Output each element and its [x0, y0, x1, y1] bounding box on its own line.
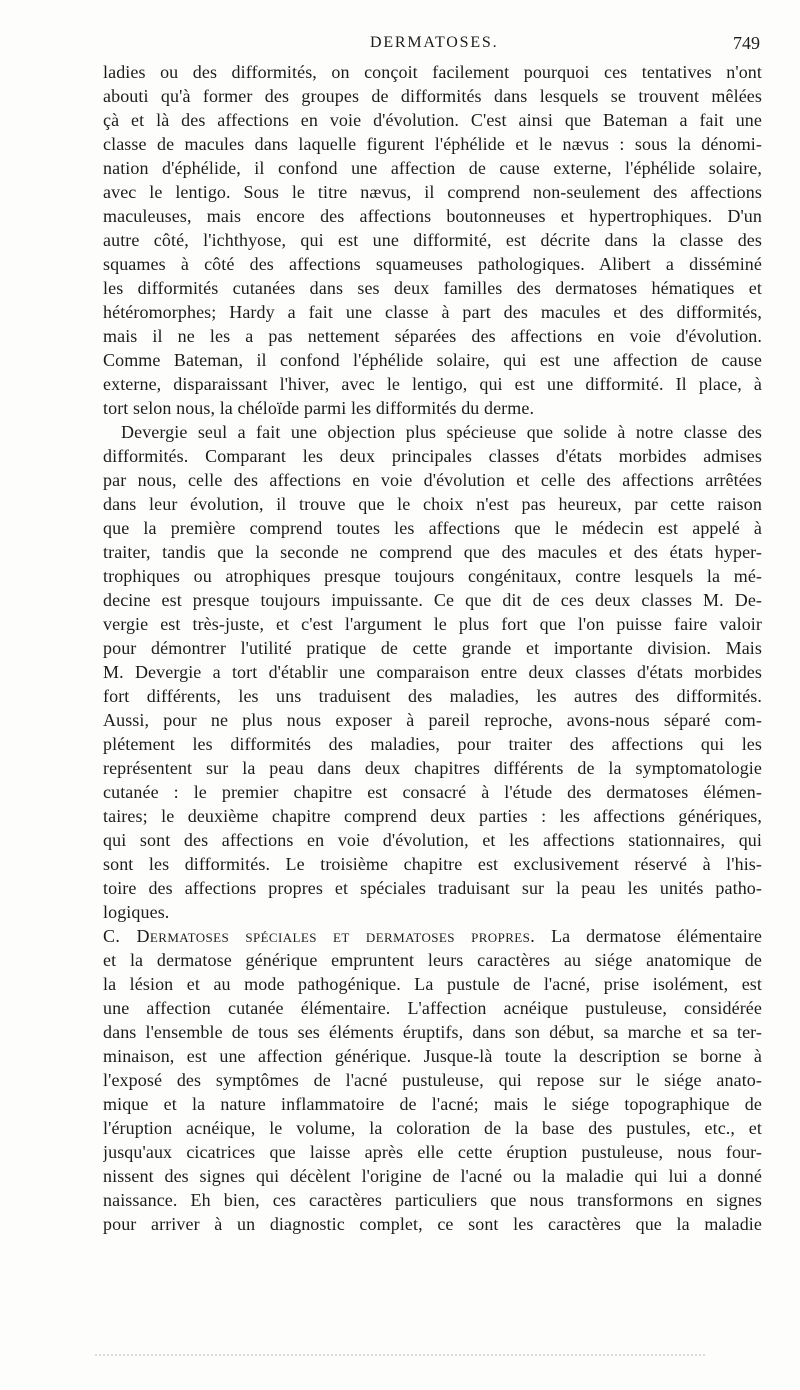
text-line: nation d'éphélide, il confond une affection de cause externe, l'éphélide solaire, [103, 158, 762, 178]
text-line: dans l'ensemble de tous ses éléments éruptifs, dans son début, sa marche et sa ter- [103, 1022, 762, 1042]
text-line: tort selon nous, la chéloïde parmi les difformités du derme. [103, 398, 535, 418]
text-line: decine est presque toujours impuissante. Ce que dit de ces deux classes M. De- [103, 590, 762, 610]
text-line: toire des affections propres et spéciales traduisant sur la peau les unités patho- [103, 878, 762, 898]
text-line: jusqu'aux cicatrices que laisse après elle cette éruption pustuleuse, nous four- [103, 1142, 762, 1162]
text-line: Aussi, pour ne plus nous exposer à pareil reproche, avons-nous séparé com- [103, 710, 762, 730]
text-line: avec le lentigo. Sous le titre nævus, il comprend non-seulement des affections [103, 182, 762, 202]
text-line: logiques. [103, 902, 170, 922]
text-line: fort différents, les uns traduisent des maladies, les autres des difformités. [103, 686, 762, 706]
text-line: par nous, celle des affections en voie d'évolution et celle des affections arrêtées [103, 470, 762, 490]
text-line: l'éruption acnéique, le volume, la coloration de la base des pustules, etc., et [103, 1118, 762, 1138]
paragraph [103, 420, 762, 924]
text-line: les difformités cutanées dans ses deux familles des dermatoses hématiques et [103, 278, 762, 298]
text-line: taires; le deuxième chapitre comprend deux parties : les affections génériques, [103, 806, 762, 826]
text-line: externe, disparaissant l'hiver, avec le lentigo, qui est une difformité. Il place, à [103, 374, 762, 394]
text-line: maculeuses, mais encore des affections boutonneuses et hypertrophiques. D'un [103, 206, 762, 226]
text-line: ladies ou des difformités, on conçoit facilement pourquoi ces tentatives n'ont [103, 62, 762, 82]
text-body [103, 60, 762, 1236]
bleed-through-marks [95, 1354, 705, 1356]
section-heading-continuation: La dermatose élémentaire [551, 926, 762, 946]
text-line: l'exposé des symptômes de l'acné pustuleuse, qui repose sur le siége anato- [103, 1070, 762, 1090]
text-line: Comme Bateman, il confond l'éphélide solaire, qui est une affection de cause [103, 350, 762, 370]
text-line: squames à côté des affections squameuses pathologiques. Alibert a disséminé [103, 254, 762, 274]
text-line: trophiques ou atrophiques presque toujours congénitaux, contre lesquels la mé- [103, 566, 762, 586]
text-line: autre côté, l'ichthyose, qui est une difformité, est décrite dans la classe des [103, 230, 762, 250]
text-line: pour arriver à un diagnostic complet, ce sont les caractères que la maladie [103, 1214, 762, 1234]
text-line: qui sont des affections en voie d'évolution, et les affections stationnaires, qui [103, 830, 762, 850]
text-line: Devergie seul a fait une objection plus spécieuse que solide à notre classe des [121, 422, 762, 442]
text-line [103, 924, 762, 948]
paragraph [103, 60, 762, 420]
text-line: et la dermatose générique empruntent leurs caractères au siége anatomique de [103, 950, 762, 970]
text-line: cutanée : le premier chapitre est consacré à l'étude des dermatoses élémen- [103, 782, 762, 802]
text-line: vergie est très-juste, et c'est l'argument le plus fort que l'on puisse faire valoir [103, 614, 762, 634]
text-line: M. Devergie a tort d'établir une comparaison entre deux classes d'états morbides [103, 662, 762, 682]
text-line: minaison, est une affection générique. Jusque-là toute la description se borne à [103, 1046, 762, 1066]
text-line: plétement les difformités des maladies, pour traiter des affections qui les [103, 734, 762, 754]
text-line: pour démontrer l'utilité pratique de cette grande et importante division. Mais [103, 638, 762, 658]
text-line: mais il ne les a pas nettement séparées des affections en voie d'évolution. [103, 326, 762, 346]
text-line: que la première comprend toutes les affections que le médecin est appelé à [103, 518, 762, 538]
text-line: une affection cutanée élémentaire. L'affection acnéique pustuleuse, considérée [103, 998, 762, 1018]
page-number: 749 [733, 33, 760, 53]
text-line: mique et la nature inflammatoire de l'acné; mais le siége topographique de [103, 1094, 762, 1114]
text-line: classe de macules dans laquelle figurent l'éphélide et le nævus : sous la dénomi- [103, 134, 762, 154]
text-line: nissent des signes qui décèlent l'origine de l'acné ou la maladie qui lui a donné [103, 1166, 762, 1186]
running-title: DERMATOSES. [370, 34, 499, 51]
text-line: représentent sur la peau dans deux chapitres différents de la symptomatologie [103, 758, 762, 778]
text-line: hétéromorphes; Hardy a fait une classe à part des macules et des difformités, [103, 302, 762, 322]
text-line: abouti qu'à former des groupes de difformités dans lesquels se trouvent mêlées [103, 86, 762, 106]
paragraph [103, 924, 762, 1236]
text-line: difformités. Comparant les deux principales classes d'états morbides admises [103, 446, 762, 466]
text-line: la lésion et au mode pathogénique. La pustule de l'acné, prise isolément, est [103, 974, 762, 994]
text-line: çà et là des affections en voie d'évolution. C'est ainsi que Bateman a fait une [103, 110, 762, 130]
text-line: naissance. Eh bien, ces caractères particuliers que nous transformons en signes [103, 1190, 762, 1210]
text-line: dans leur évolution, il trouve que le choix n'est pas heureux, par cette raison [103, 494, 762, 514]
text-line: traiter, tandis que la seconde ne comprend que des macules et des états hyper- [103, 542, 762, 562]
section-heading: C. Dermatoses spéciales et dermatoses propres. [103, 926, 536, 946]
text-line: sont les difformités. Le troisième chapitre est exclusivement réservé à l'his- [103, 854, 762, 874]
